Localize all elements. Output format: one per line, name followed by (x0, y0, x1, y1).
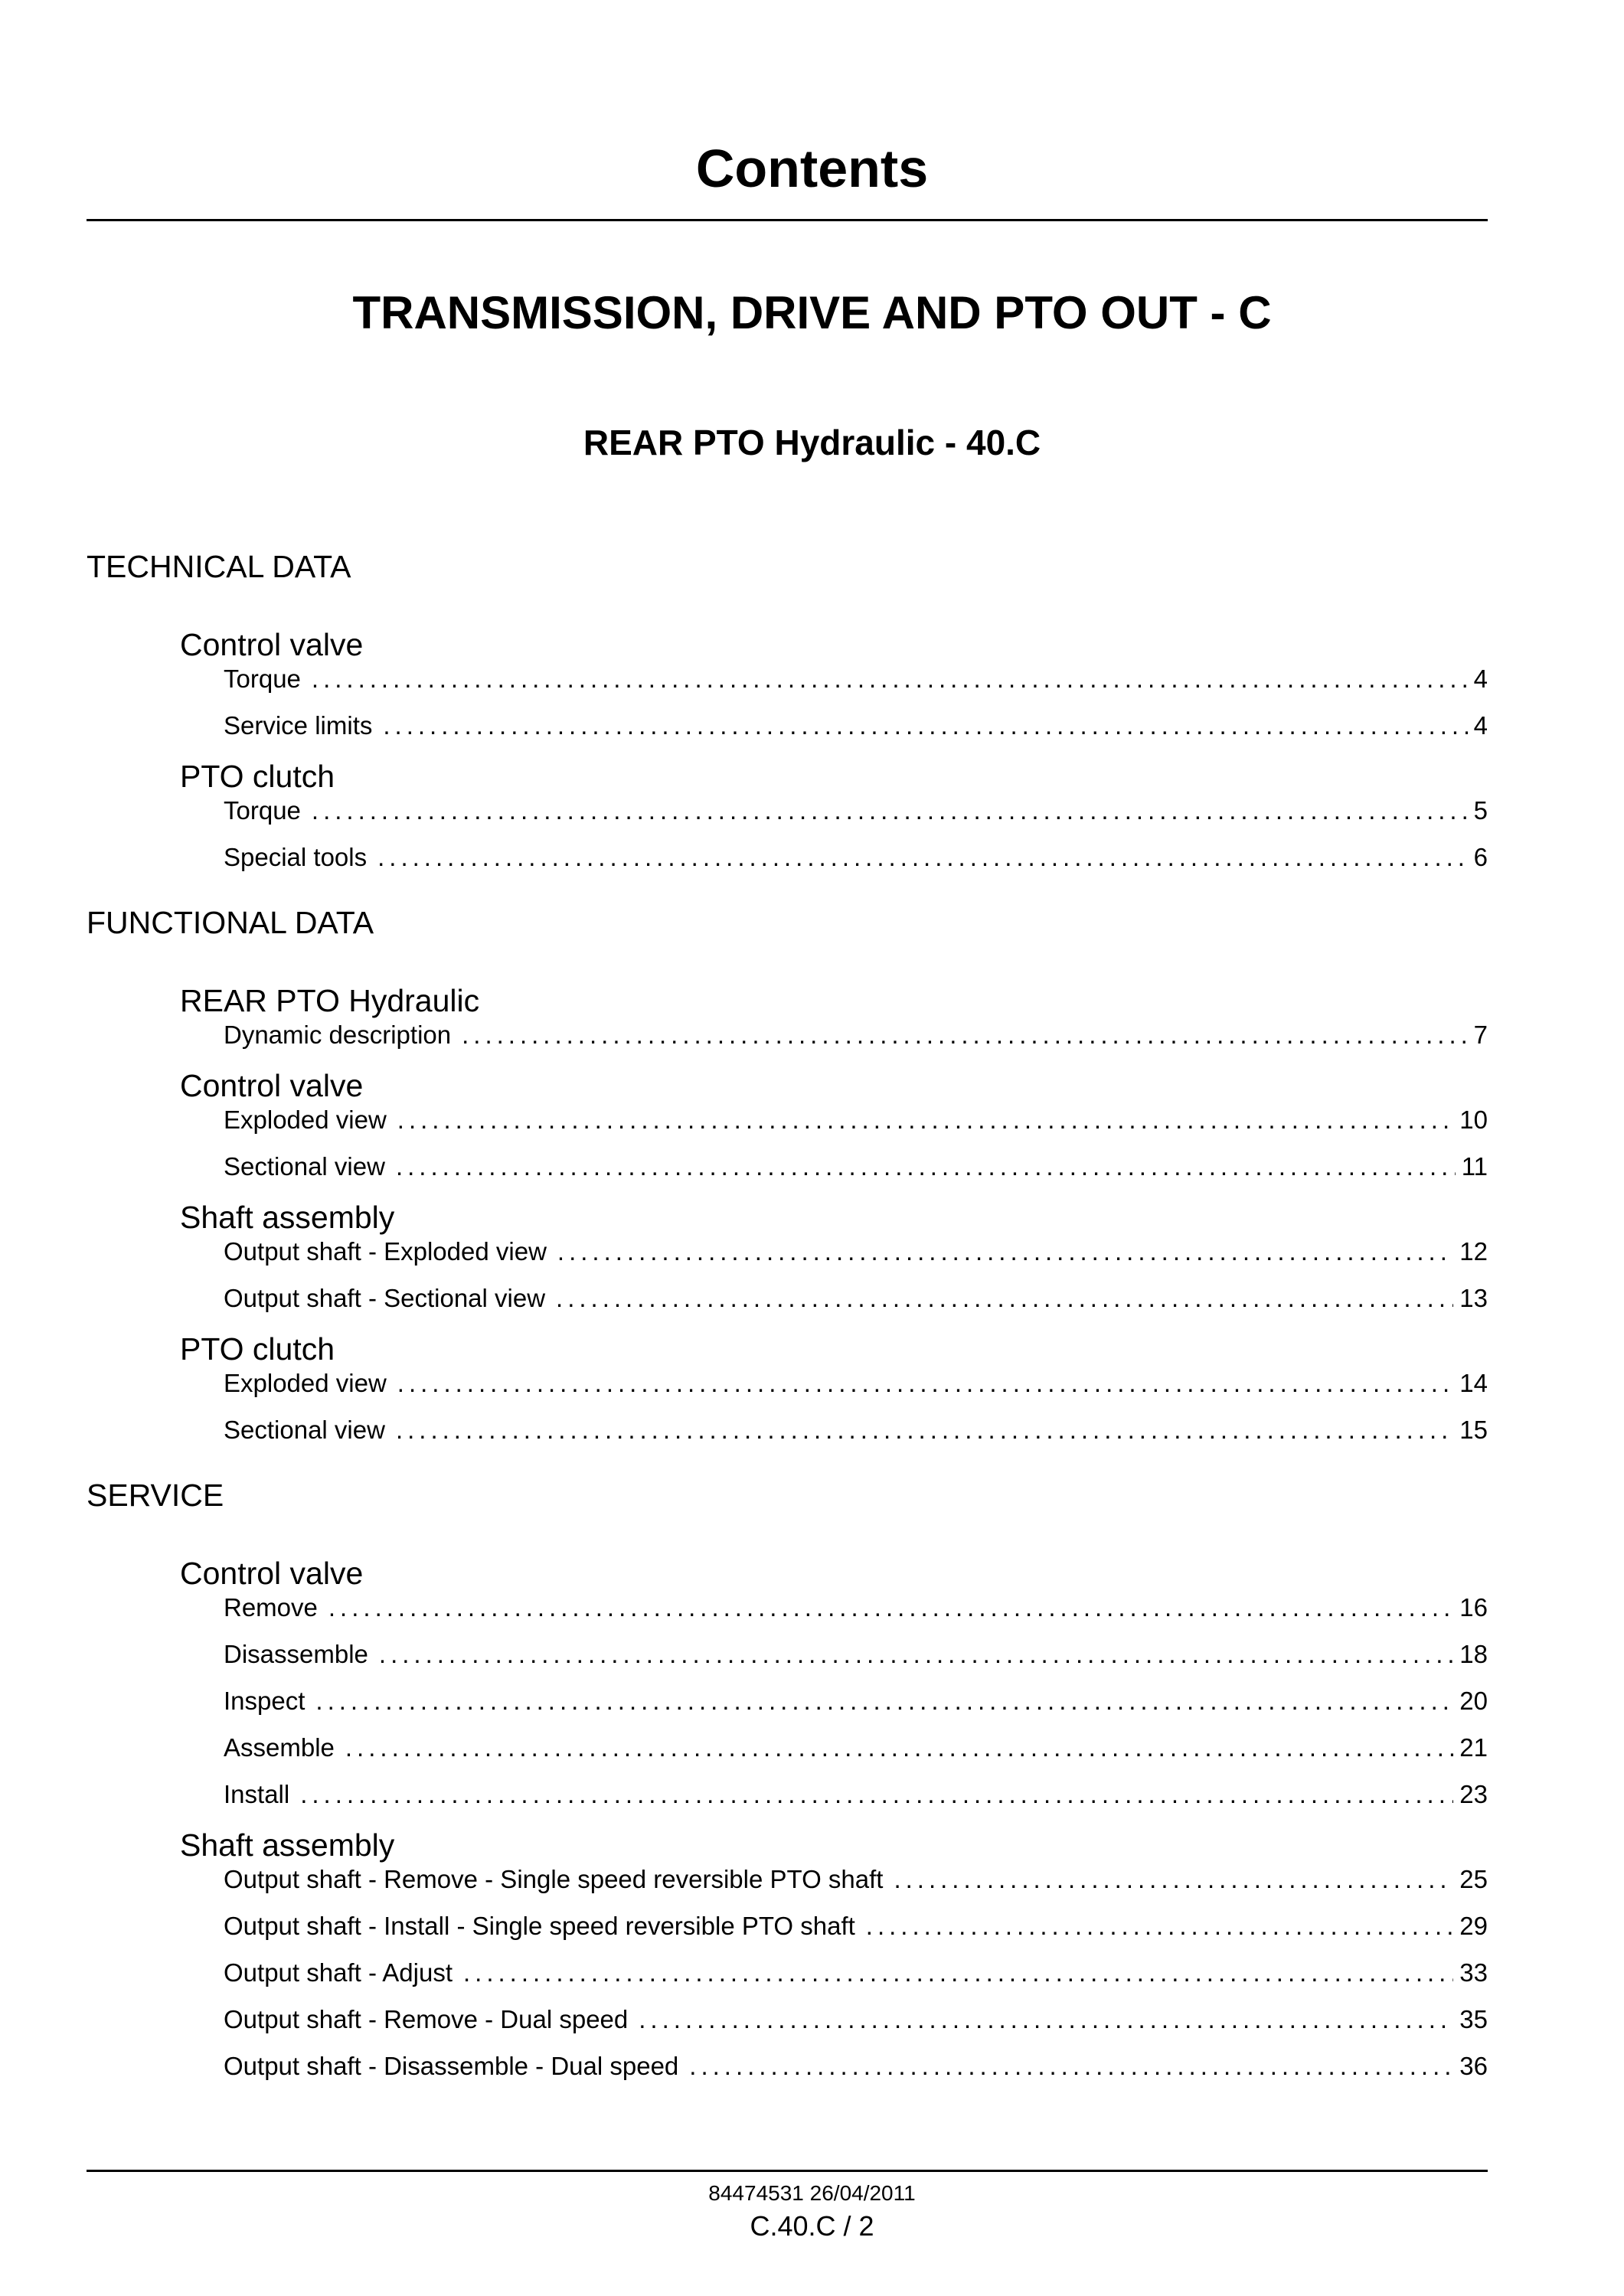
toc-entry[interactable] (224, 1368, 1488, 1399)
header-divider (87, 219, 1488, 221)
dot-leader (556, 1283, 1453, 1314)
toc-entry-label: Install (224, 1780, 290, 1808)
toc-group-title: PTO clutch (180, 759, 335, 794)
toc-entry[interactable] (224, 795, 1488, 826)
toc-entry-label: Sectional view (224, 1152, 385, 1181)
document-id: 84474531 26/04/2011 (708, 2181, 916, 2205)
chapter-title: REAR PTO Hydraulic - 40.C (583, 423, 1041, 462)
toc-entry-label: Output shaft - Exploded view (224, 1237, 547, 1266)
dot-leader (396, 1151, 1456, 1182)
toc-entry-label: Torque (224, 796, 301, 825)
toc-entry-label: Output shaft - Adjust (224, 1958, 453, 1987)
toc-entry-page: 4 (1473, 711, 1488, 740)
toc-entry-page: 12 (1459, 1237, 1488, 1266)
footer-divider (87, 2170, 1488, 2172)
toc-entry[interactable] (224, 664, 1488, 694)
toc-group-title: Shaft assembly (180, 1827, 395, 1863)
dot-leader (379, 1639, 1453, 1670)
toc-entry[interactable] (224, 1283, 1488, 1314)
toc-entry-page: 10 (1459, 1106, 1488, 1134)
toc-group (180, 1198, 1488, 1314)
toc-entry-label: Sectional view (224, 1416, 385, 1444)
toc-entry-page: 29 (1459, 1912, 1488, 1940)
dot-leader (557, 1236, 1453, 1267)
toc-entry-label: Assemble (224, 1733, 335, 1762)
toc-entry[interactable] (224, 1020, 1488, 1050)
toc-group (180, 625, 1488, 741)
dot-leader (312, 795, 1468, 826)
toc-group (180, 1554, 1488, 1810)
toc-category-technical-data: TECHNICAL DATA (87, 549, 351, 584)
toc-entry[interactable] (224, 1639, 1488, 1670)
dot-leader (894, 1864, 1453, 1895)
toc-entry[interactable] (224, 1686, 1488, 1716)
toc-entry-page: 7 (1473, 1021, 1488, 1049)
toc-entry[interactable] (224, 1415, 1488, 1445)
toc-entry[interactable] (224, 842, 1488, 873)
toc-entry-label: Output shaft - Disassemble - Dual speed (224, 2052, 679, 2080)
toc-entry-label: Output shaft - Install - Single speed reversible PTO shaft (224, 1912, 855, 1940)
toc-entry-label: Remove (224, 1593, 318, 1622)
toc-entry[interactable] (224, 1105, 1488, 1135)
toc-group (180, 1330, 1488, 1445)
toc-entry[interactable] (224, 2004, 1488, 2035)
toc-group (180, 981, 1488, 1050)
dot-leader (383, 710, 1467, 741)
toc-entry-label: Exploded view (224, 1369, 387, 1397)
toc-entry[interactable] (224, 1958, 1488, 1988)
toc-entry[interactable] (224, 1236, 1488, 1267)
toc-group-title: Control valve (180, 627, 364, 662)
toc-entry-page: 16 (1459, 1593, 1488, 1622)
toc-entry-label: Dynamic description (224, 1021, 452, 1049)
dot-leader (396, 1415, 1453, 1445)
dot-leader (315, 1686, 1453, 1716)
table-of-contents (87, 547, 1488, 2098)
toc-entry-page: 36 (1459, 2052, 1488, 2080)
dot-leader (345, 1733, 1453, 1763)
toc-entry[interactable] (224, 1864, 1488, 1895)
dot-leader (463, 1958, 1453, 1988)
section-title: TRANSMISSION, DRIVE AND PTO OUT - C (352, 287, 1272, 338)
toc-group-title: Control valve (180, 1068, 364, 1103)
toc-group (180, 757, 1488, 873)
toc-entry-page: 13 (1459, 1284, 1488, 1312)
toc-entry[interactable] (224, 710, 1488, 741)
dot-leader (397, 1368, 1453, 1399)
toc-entry-page: 5 (1473, 796, 1488, 825)
toc-entry-page: 20 (1459, 1687, 1488, 1715)
toc-group-title: PTO clutch (180, 1331, 335, 1367)
toc-entry-label: Exploded view (224, 1106, 387, 1134)
toc-entry-label: Output shaft - Remove - Dual speed (224, 2005, 629, 2033)
toc-entry[interactable] (224, 1592, 1488, 1623)
toc-entry-label: Output shaft - Sectional view (224, 1284, 546, 1312)
toc-group-title: Control valve (180, 1556, 364, 1591)
toc-category-service: SERVICE (87, 1478, 224, 1513)
dot-leader (328, 1592, 1453, 1623)
toc-entry-page: 33 (1459, 1958, 1488, 1987)
toc-entry-page: 4 (1473, 665, 1488, 693)
toc-entry-page: 18 (1459, 1640, 1488, 1668)
toc-entry-page: 21 (1459, 1733, 1488, 1762)
toc-entry-page: 11 (1461, 1152, 1488, 1181)
toc-entry-label: Special tools (224, 843, 368, 871)
toc-entry[interactable] (224, 1733, 1488, 1763)
dot-leader (866, 1911, 1453, 1942)
page-title: Contents (695, 139, 929, 198)
toc-entry-page: 6 (1473, 843, 1488, 871)
toc-group-title: REAR PTO Hydraulic (180, 983, 480, 1018)
dot-leader (397, 1105, 1453, 1135)
toc-entry-page: 14 (1459, 1369, 1488, 1397)
toc-entry[interactable] (224, 2051, 1488, 2082)
dot-leader (689, 2051, 1453, 2082)
dot-leader (639, 2004, 1453, 2035)
toc-entry-label: Output shaft - Remove - Single speed reversible PTO shaft (224, 1865, 884, 1893)
toc-category-functional-data: FUNCTIONAL DATA (87, 905, 374, 940)
toc-entry-label: Torque (224, 665, 301, 693)
toc-entry-page: 25 (1459, 1865, 1488, 1893)
toc-entry-page: 15 (1459, 1416, 1488, 1444)
toc-entry-page: 35 (1459, 2005, 1488, 2033)
toc-entry[interactable] (224, 1779, 1488, 1810)
toc-entry-label: Inspect (224, 1687, 306, 1715)
toc-entry-page: 23 (1459, 1780, 1488, 1808)
dot-leader (462, 1020, 1468, 1050)
toc-group (180, 1826, 1488, 2082)
dot-leader (312, 664, 1468, 694)
toc-entry-label: Service limits (224, 711, 373, 740)
toc-entry[interactable] (224, 1151, 1488, 1182)
dot-leader (300, 1779, 1453, 1810)
dot-leader (377, 842, 1468, 873)
page-reference: C.40.C / 2 (750, 2210, 874, 2242)
toc-entry[interactable] (224, 1911, 1488, 1942)
toc-group-title: Shaft assembly (180, 1200, 395, 1235)
toc-group (180, 1066, 1488, 1182)
toc-entry-label: Disassemble (224, 1640, 368, 1668)
